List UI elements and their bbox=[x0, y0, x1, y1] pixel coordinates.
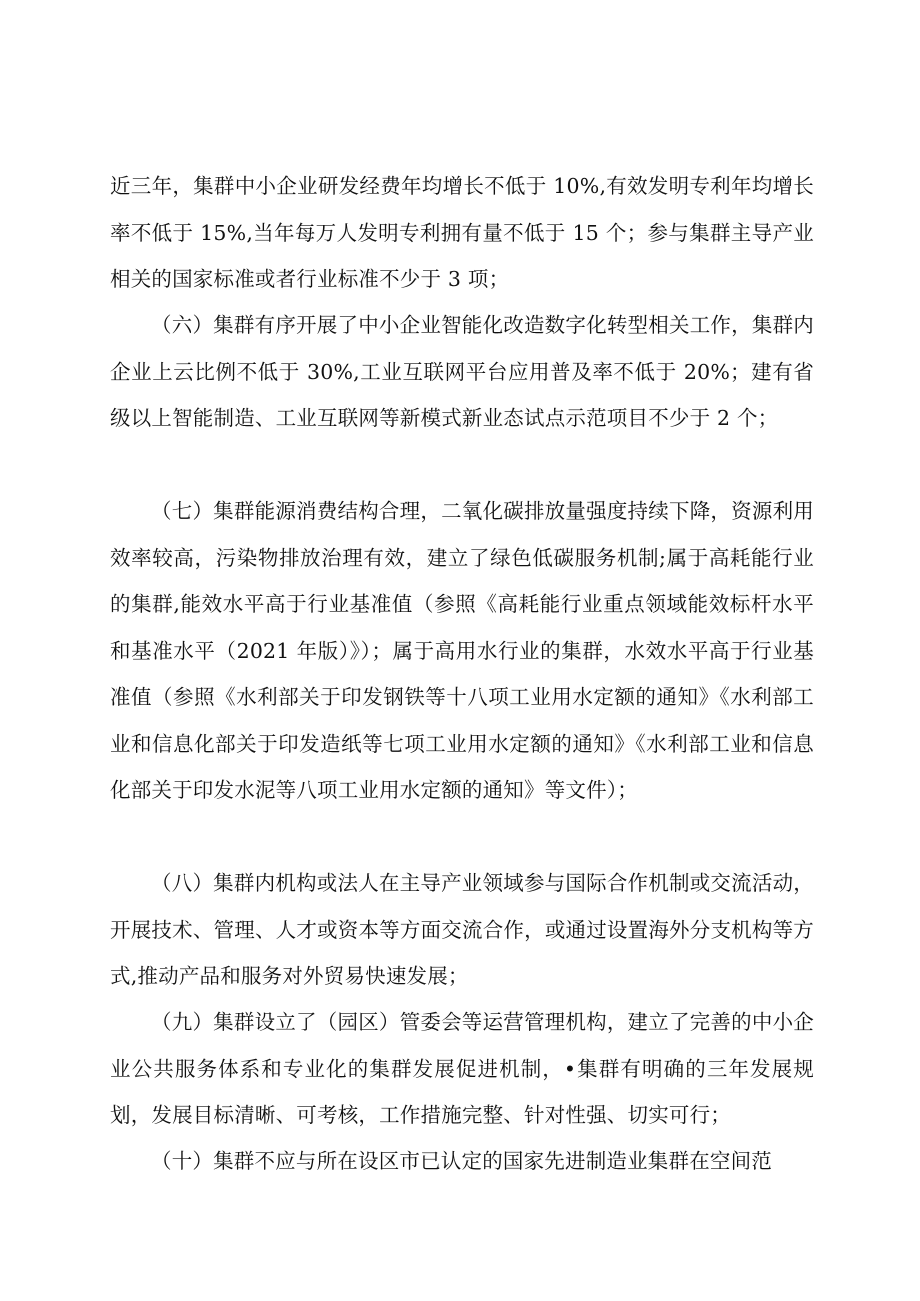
paragraph-six-digitalization: （六）集群有序开展了中小企业智能化改造数字化转型相关工作，集群内企业上云比例不低于 30%,工业互联网平台应用普及率不低于 20%；建有省级以上智能制造、工业互联网等新模式新业态试点示范项目不少于 2 个； bbox=[110, 313, 814, 430]
paragraph-ten-spatial-scope: （十）集群不应与所在设区市已认定的国家先进制造业集群在空间范 bbox=[151, 1149, 772, 1173]
paragraph-rd-requirements: 近三年，集群中小企业研发经费年均增长不低于 10%,有效发明专利年均增长率不低于 15%,当年每万人发明专利拥有量不低于 15 个；参与集群主导产业相关的国家标准或者行业标准不少于 3 项； bbox=[110, 174, 814, 291]
paragraph-nine-management: （九）集群设立了（园区）管委会等运营管理机构，建立了完善的中小企业公共服务体系和专业化的集群发展促进机制，•集群有明确的三年发展规划，发展目标清晰、可考核，工作措施完整、针对性强、切实可行； bbox=[110, 1010, 814, 1127]
paragraph-eight-international: （八）集群内机构或法人在主导产业领域参与国际合作机制或交流活动，开展技术、管理、人才或资本等方面交流合作，或通过设置海外分支机构等方式,推动产品和服务对外贸易快速发展； bbox=[110, 871, 814, 988]
paragraph-seven-green-energy: （七）集群能源消费结构合理，二氧化碳排放量强度持续下降，资源利用效率较高，污染物排放治理有效，建立了绿色低碳服务机制;属于高耗能行业的集群,能效水平高于行业基准值（参照《高耗能行业重点领域能效标杆水平和基准水平（2021 年版）》）；属于高用水行业的集群，水效水平高于行业基准值（参照《水利部关于印发钢铁等十八项工业用水定额的通知》《水利部工业和信息化部关于印发造纸等七项工业用水定额的通知》《水利部工业和信息化部关于印发水泥等八项工业用水定额的通知》等文件）； bbox=[110, 499, 814, 802]
